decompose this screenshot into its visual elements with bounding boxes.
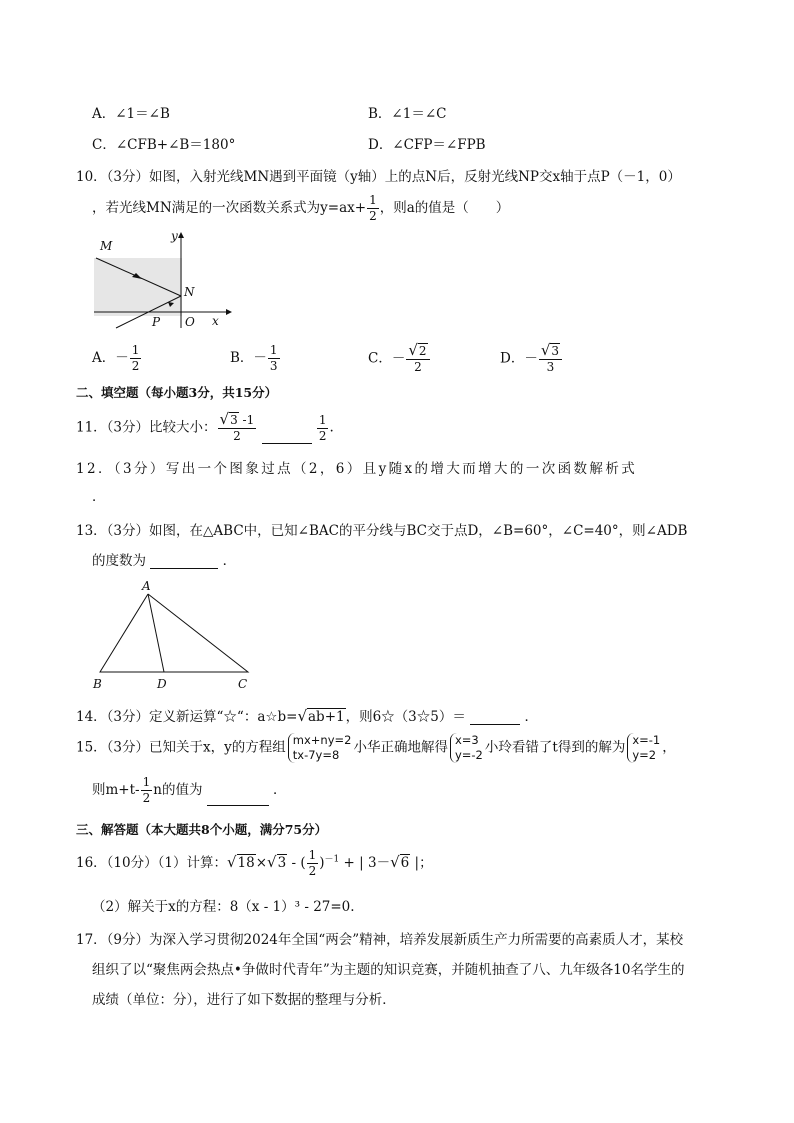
label-y: y [171,229,178,243]
q11-den: 2 [233,429,241,443]
q16-times: × [255,855,268,871]
q10-option-a-num: 1 [131,343,140,357]
q16-rad-18: 18 [237,855,255,871]
q10-line2 [92,193,509,224]
q16-rad-6: 6 [400,855,410,871]
q15-line2 [92,775,287,806]
q10-line2-post: ，则a的值是（ ） [379,200,510,216]
q15-wrong-x: x=-1 [632,733,661,747]
q14-answer-blank[interactable] [470,711,520,725]
q15-line2-pre: 则m+t- [92,782,140,798]
q15-system-eq1: mx+ny=2 [292,733,352,747]
q11 [76,412,334,444]
q15-frac-den: 2 [142,791,151,805]
q9-option-c: C．∠CFB+∠B＝180° [92,137,236,153]
q15-system-eq2: tx-7y=8 [292,748,340,762]
q16-frac-num: 1 [308,848,317,862]
q15-mid1: 小华正确地解得 [353,739,448,756]
q15-correct-solution [450,733,483,763]
x-axis-arrow [226,309,232,315]
q12-line2: ． [92,489,106,505]
label-p: P [152,315,161,329]
q13-answer-blank[interactable] [150,555,218,569]
q10-option-c-label: C．－ [368,350,406,367]
q15-system [288,733,352,763]
label-d: D [157,677,167,691]
q16-tail: |； [410,855,433,871]
q11-answer-blank[interactable] [262,430,312,444]
triangle-abc [100,594,248,672]
q10-option-d: D．－ $\frac{√3}{3}$ [500,343,563,375]
q11-rhs-den: 2 [318,428,327,443]
q16-close-paren: ) [319,855,325,871]
q14-rad: ab+1 [308,709,345,725]
q13-line2 [92,549,236,569]
q10-option-a-den: 2 [131,359,140,373]
q15-line1 [76,733,676,763]
label-n: N [184,285,195,299]
q10-option-b-den: 3 [269,359,278,373]
q13-figure [90,578,260,690]
q10-option-d-den: 3 [546,360,555,374]
q15-end: ． [273,782,287,798]
q15-correct-y: y=-2 [454,748,483,762]
q15-wrong-y: y=2 [632,748,657,762]
q10-frac-den: 2 [369,209,377,223]
q16-minus: - ( [287,855,306,871]
q9-option-a: A．∠1＝∠B [92,106,170,122]
q15-frac-num: 1 [142,775,151,789]
q16-plus-abs: + | 3－ [339,855,391,871]
q11-num-tail: -1 [238,413,255,427]
q9-option-b: B．∠1＝∠C [368,106,447,122]
q14-pre: 14．（3分）定义新运算“☆“：a☆b= [76,709,298,725]
q15-mid2: 小玲看错了t得到的解为 [484,739,626,756]
q10-option-b-label: B．－ [230,350,267,366]
q11-num-rad: 3 [230,413,238,427]
q16-rad-3: 3 [277,855,287,871]
label-b: B [93,677,102,691]
q10-fraction [367,193,379,224]
label-x: x [212,314,219,328]
q15-answer-blank[interactable] [207,792,269,806]
q10-option-c-den: 2 [414,360,422,374]
q10-option-c-num: 2 [418,344,427,358]
q10-option-d-num: 3 [551,344,560,358]
q10-line1: 10．（3分）如图，入射光线MN遇到平面镜（y轴）上的点N后，反射光线NP交x轴于点P（－1，0） [76,169,681,185]
q10-figure [86,226,246,336]
q14-end: ． [524,709,538,725]
q11-lhs-fraction: $\frac{√3 -1}{2}$ [219,410,255,443]
q9-option-d: D．∠CFP＝∠FPB [368,137,486,153]
q13-line2-text: 的度数为 [92,553,146,569]
q17-line1: 17．（9分）为深入学习贯彻2024年全国“两会”精神，培养发展新质生产力所需要的高素质人才，某校 [76,932,684,948]
q16-exponent: －1 [324,854,340,865]
q11-rhs-num: 1 [318,412,327,427]
q10-frac-num: 1 [369,193,377,207]
q14: 14．（3分）定义新运算“☆“：a☆b=√ab+1，则6☆（3☆5）＝ ． [76,707,538,725]
q16-line2: （2）解关于x的方程：8（x - 1）³ - 27=0. [92,899,355,915]
q16-line1: 16．（10分）（1）计算：√18×√3 - ( $\frac{1}{2}$ )$^{-1}$ + | 3－√6 |； [76,848,433,878]
q10-option-a-label: A．－ [92,350,129,366]
q10-option-b-num: 1 [269,343,278,357]
q17-line2: 组织了以“聚焦两会热点•争做时代青年”为主题的知识竞赛，并随机抽查了八、九年级各10名学生的 [92,962,685,978]
q17-line3: 成绩（单位：分），进行了如下数据的整理与分析． [92,992,396,1008]
q16-frac-den: 2 [308,864,317,878]
q13-line1: 13．（3分）如图，在△ABC中，已知∠BAC的平分线与BC交于点D，∠B=60°，∠C=40°，则∠ADB [76,523,688,539]
q10-option-b [230,343,281,374]
q11-rhs-fraction [317,413,329,444]
q11-end: . [329,419,334,436]
section-2-title: 二、填空题（每小题3分，共15分） [76,385,278,400]
q16-pre: 16．（10分）（1）计算： [76,855,227,871]
q10-option-a [92,343,142,374]
q12-line1: 12．（3分）写出一个图象过点（2，6）且y随x的增大而增大的一次函数解析式 [76,461,638,477]
q15-line2-post: n的值为 [153,782,203,798]
label-a: A [142,579,151,593]
q13-end: ． [222,553,237,569]
q15-wrong-solution [627,733,660,763]
q14-mid: ，则6☆（3☆5）＝ [345,709,466,725]
label-c: C [238,677,248,691]
label-m: M [100,239,113,253]
q10-option-d-label: D．－ [500,350,538,367]
q10-line2-pre: ，若光线MN满足的一次函数关系式为y=ax+ [92,200,367,216]
q15-pre: 15．（3分）已知关于x，y的方程组 [76,739,286,756]
q15-end1: ， [662,739,676,756]
label-o: O [185,315,195,329]
bisector-ad [148,594,164,672]
q15-correct-x: x=3 [454,733,479,747]
section-3-title: 三、解答题（本大题共8个小题，满分75分） [76,822,328,837]
y-axis-arrow [178,232,184,238]
q11-pre: 11．（3分）比较大小： [76,419,217,436]
mirror-shade [94,258,182,316]
q10-option-c: C．－ $\frac{√2}{2}$ [368,343,431,375]
